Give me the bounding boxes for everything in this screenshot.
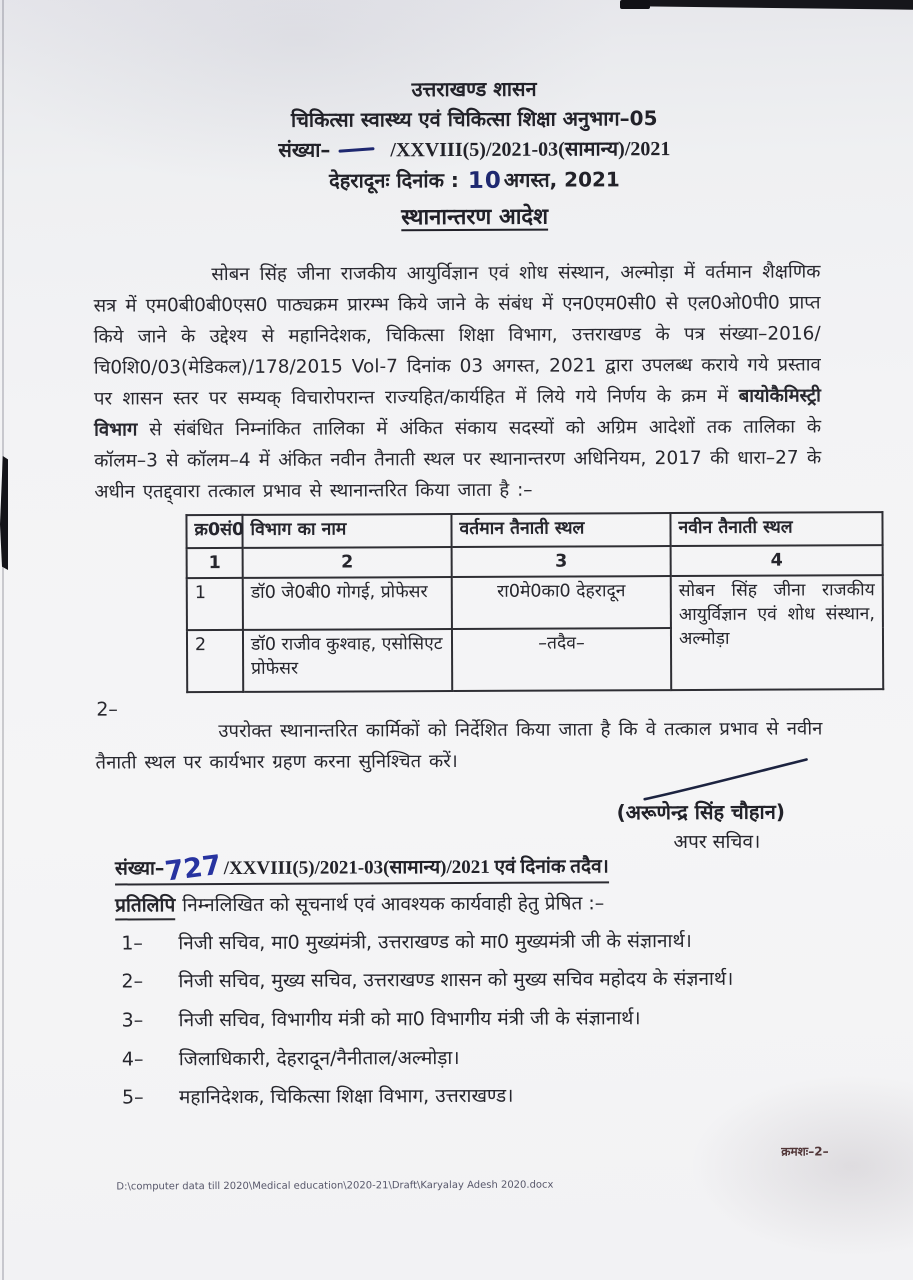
department-section-line: चिकित्सा स्वास्थ्य एवं चिकित्सा शिक्षा अनुभाग–05 — [290, 106, 658, 132]
department-name-bold: बायोकैमिस्ट्री विभाग — [94, 384, 821, 441]
ref2-prefix: संख्या– — [114, 857, 165, 880]
handwritten-date: 10 — [467, 167, 502, 194]
item-text: महानिदेशक, चिकित्सा शिक्षा विभाग, उत्तराखण्ड। — [178, 1084, 514, 1109]
item-text: जिलाधिकारी, देहरादून/नैनीताल/अल्मोड़ा। — [178, 1046, 460, 1071]
transfer-table — [185, 511, 875, 693]
colnum-2: 2 — [243, 547, 452, 578]
reference-number-line — [58, 132, 891, 167]
item-number: 5– — [121, 1086, 144, 1109]
copy-to-heading — [115, 889, 604, 917]
page-continuation-marker: क्रमशः–2– — [781, 1144, 829, 1159]
copy-reference-line — [114, 849, 609, 888]
item-text: निजी सचिव, मा0 मुख्यंमंत्री, उत्तराखण्ड को मा0 मुख्यमंत्री जी के संज्ञानार्थ। — [178, 929, 692, 955]
ref2-suffix: /XXVIII(5)/2021-03(सामान्य)/2021 एवं दिनांक तदैव। — [223, 856, 609, 880]
place-date-prefix: देहरादूनः दिनांक : — [329, 167, 459, 193]
table-column-number-row — [187, 545, 883, 578]
header-new-posting: नवीन तैनाती स्थल — [670, 512, 882, 546]
order-paragraph — [93, 256, 821, 507]
copy-to-label: प्रतिलिपि — [115, 894, 175, 920]
list-item — [122, 1042, 865, 1071]
order-paragraph-end: से संबंधित निम्नांकित तालिका में अंकित संकाय सदस्यों को अग्रिम आदेशों तक तालिका के कॉलम–3 से कॉलम–4 में अंकित नवीन तैनाती स्थल पर स्थानान्तरण अधिनियम, 2017 की धारा–27 के अधीन एतद्द्वारा तत्काल प्रभाव से स्थानान्तरित किया जाता है :– — [94, 415, 822, 503]
table-header-row — [186, 512, 882, 548]
row2-name: डॉ0 राजीव कुश्वाह, एसोसिएट प्रोफेसर — [243, 629, 452, 692]
row1-name: डॉ0 जे0बी0 गोगई, प्रोफेसर — [243, 577, 452, 630]
colnum-4: 4 — [671, 545, 883, 576]
copy-to-text: निम्नलिखित को सूचनार्थ एवं आवश्यक कार्यवाही हेतु प्रेषित :– — [182, 892, 605, 917]
government-name: उत्तराखण्ड शासन — [411, 76, 537, 102]
date-suffix: अगस्त, 2021 — [503, 167, 620, 192]
colnum-1: 1 — [187, 548, 243, 578]
item-number: 4– — [121, 1048, 144, 1071]
signatory-name: (अरूणेन्द्र सिंह चौहान) — [616, 799, 785, 825]
colnum-3: 3 — [452, 546, 671, 577]
item-number: 1– — [121, 932, 143, 955]
signatory-designation: अपर सचिव। — [673, 830, 761, 854]
place-date-line — [58, 163, 891, 197]
row2-current-posting: –तदैव– — [452, 628, 671, 691]
row1-current-posting: रा0मे0का0 देहरादून — [452, 576, 671, 629]
clause-number: 2– — [96, 698, 118, 721]
table-row — [187, 575, 883, 630]
list-item — [121, 926, 864, 955]
handwritten-dash — [338, 147, 374, 153]
handwritten-letter-number: 727 — [163, 849, 224, 888]
item-number: 2– — [121, 970, 144, 993]
header-serial: क्र0सं0 — [186, 515, 242, 548]
list-item — [121, 964, 864, 993]
list-item — [122, 1003, 865, 1032]
directive-paragraph: उपरोक्त स्थानान्तरित कार्मिकों को निर्देशित किया जाता है कि वे तत्काल प्रभाव से नवीन तैनाती स्थल पर कार्यभार ग्रहण करना सुनिश्चित करें। — [95, 717, 823, 774]
header-current-posting: वर्तमान तैनाती स्थल — [451, 513, 670, 547]
document-title: स्थानान्तरण आदेश — [401, 204, 549, 231]
ref-number: /XXVIII(5)/2021-03(सामान्य)/2021 — [390, 138, 671, 162]
order-paragraph-start: सोबन सिंह जीना राजकीय आयुर्विज्ञान एवं शोध संस्थान, अल्मोड़ा में वर्तमान शैक्षणिक सत्र में एम0बी0बी0एस0 पाठ्यक्रम प्रारम्भ किये जाने के संबंध में एन0एम0सी0 से एल0ओ0पी0 प्राप्त किये जाने के उद्देश्य से महानिदेशक, चिकित्सा शिक्षा विभाग, उत्तराखण्ड के पत्र संख्या–2016/चि0शि0/03(मेडिकल)/178/2015 Vol-7 दिनांक 03 अगस्त, 2021 द्वारा उपलब्ध कराये गये प्रस्ताव पर शासन स्तर पर सम्यक् विचारोपरान्त राज्यहित/कार्यहित में लिये गये निर्णय के क्रम में — [93, 260, 821, 410]
letterhead — [58, 72, 892, 197]
header-name: विभाग का नाम — [242, 514, 451, 548]
row2-serial: 2 — [187, 630, 243, 692]
item-text: निजी सचिव, विभागीय मंत्री को मा0 विभागीय मंत्री जी के संज्ञानार्थ। — [178, 1007, 641, 1032]
item-number: 3– — [121, 1009, 144, 1032]
item-text: निजी सचिव, मुख्य सचिव, उत्तराखण्ड शासन को मुख्य सचिव महोदय के संज्ञनार्थ। — [178, 967, 734, 993]
new-posting-merged-cell: सोबन सिंह जीना राजकीय आयुर्विज्ञान एवं शोध संस्थान, अल्मोड़ा — [671, 575, 883, 690]
row1-serial: 1 — [187, 578, 243, 630]
document-file-path: D:\computer data till 2020\Medical education\2020-21\Draft\Karyalay Adesh 2020.docx — [116, 1179, 554, 1193]
list-item — [122, 1080, 865, 1109]
ref-prefix: संख्या– — [278, 137, 331, 162]
